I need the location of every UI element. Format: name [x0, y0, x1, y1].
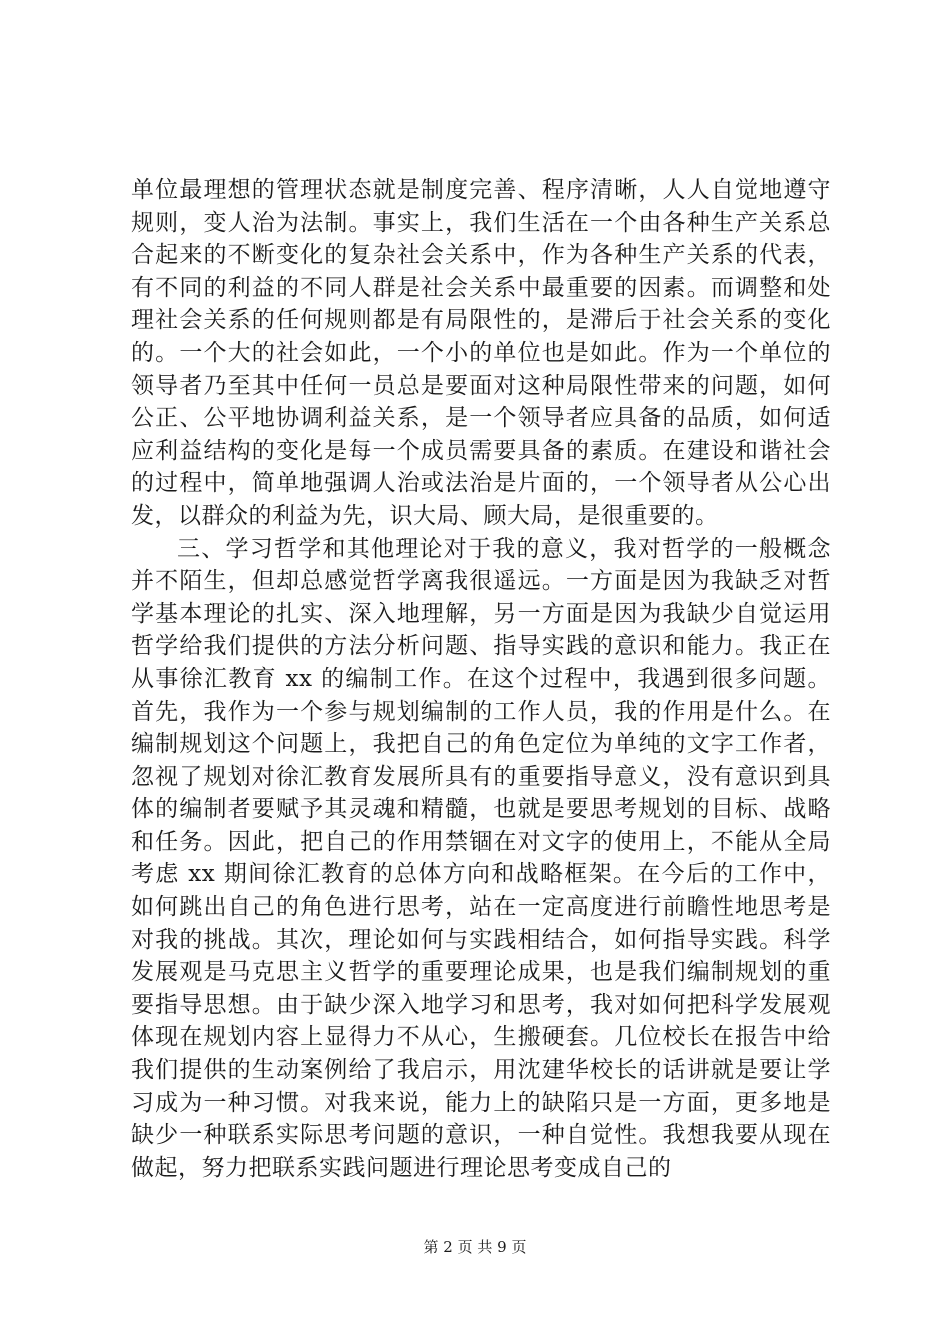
paragraph-1: 单位最理想的管理状态就是制度完善、程序清晰，人人自觉地遵守规则，变人治为法制。事实上，我们生活在一个由各种生产关系总合起来的不断变化的复杂社会关系中，作为各种生产关系的代表，有不同的利益的不同人群是社会关系中最重要的因素。而调整和处理社会关系的任何规则都是有局限性的，是滞后于社会关系的变化的。一个大的社会如此，一个小的单位也是如此。作为一个单位的领导者乃至其中任何一员总是要面对这种局限性带来的问题，如何公正、公平地协调利益关系，是一个领导者应具备的品质，如何适应利益结构的变化是每一个成员需要具备的素质。在建设和谐社会的过程中，简单地强调人治或法治是片面的，一个领导者从公心出发，以群众的利益为先，识大局、顾大局，是很重要的。	[131, 177, 831, 529]
document-body	[131, 174, 831, 1184]
paragraph-2: 三、学习哲学和其他理论对于我的意义，我对哲学的一般概念并不陌生，但却总感觉哲学离我很遥远。一方面是因为我缺乏对哲学基本理论的扎实、深入地理解，另一方面是因为我缺少自觉运用哲学给我们提供的方法分析问题、指导实践的意识和能力。我正在从事徐汇教育 xx 的编制工作。在这个过程中，我遇到很多问题。首先，我作为一个参与规划编制的工作人员，我的作用是什么。在编制规划这个问题上，我把自己的角色定位为单纯的文字工作者，忽视了规划对徐汇教育发展所具有的重要指导意义，没有意识到具体的编制者要赋予其灵魂和精髓，也就是要思考规划的目标、战略和任务。因此，把自己的作用禁锢在对文字的使用上，不能从全局考虑 xx 期间徐汇教育的总体方向和战略框架。在今后的工作中，如何跳出自己的角色进行思考，站在一定高度进行前瞻性地思考是对我的挑战。其次，理论如何与实践相结合，如何指导实践。科学发展观是马克思主义哲学的重要理论成果，也是我们编制规划的重要指导思想。由于缺少深入地学习和思考，我对如何把科学发展观体现在规划内容上显得力不从心，生搬硬套。几位校长在报告中给我们提供的生动案例给了我启示，用沈建华校长的话讲就是要让学习成为一种习惯。对我来说，能力上的缺陷只是一方面，更多地是缺少一种联系实际思考问题的意识，一种自觉性。我想我要从现在做起，努力把联系实践问题进行理论思考变成自己的	[131, 535, 831, 1181]
page-footer: 第 2 页 共 9 页	[423, 1238, 527, 1256]
